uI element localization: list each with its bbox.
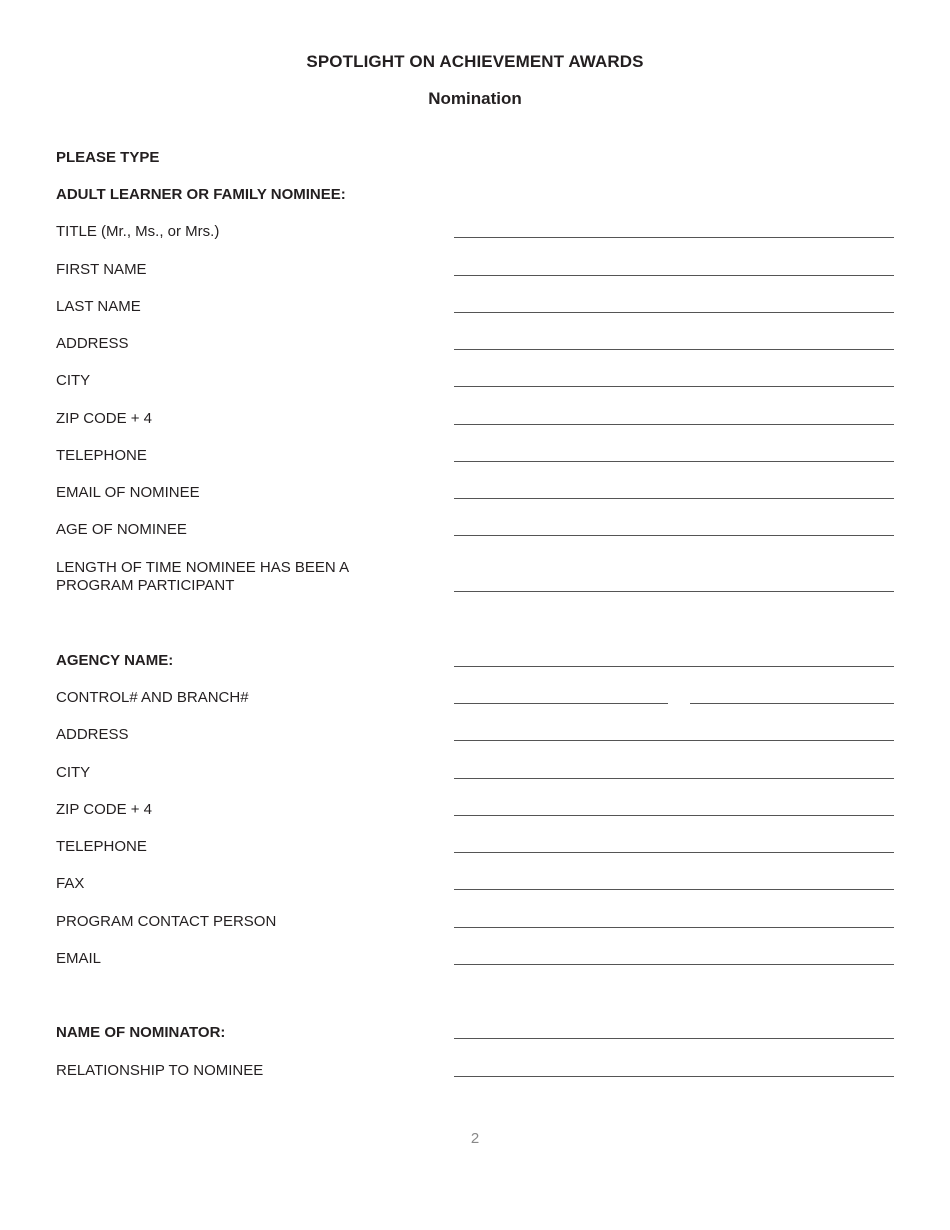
- contact-person-label: PROGRAM CONTACT PERSON: [56, 913, 277, 930]
- first-name-field[interactable]: [454, 275, 894, 276]
- nominee-section-heading: ADULT LEARNER OR FAMILY NOMINEE:: [56, 186, 346, 203]
- agency-address-field[interactable]: [454, 740, 894, 741]
- instructions-label: PLEASE TYPE: [56, 149, 160, 166]
- agency-name-field[interactable]: [454, 666, 894, 667]
- first-name-label: FIRST NAME: [56, 261, 147, 278]
- nominee-zip-field[interactable]: [454, 424, 894, 425]
- nominator-name-label: NAME OF NOMINATOR:: [56, 1024, 226, 1041]
- title-field[interactable]: [454, 237, 894, 238]
- contact-person-field[interactable]: [454, 927, 894, 928]
- last-name-field[interactable]: [454, 312, 894, 313]
- nominee-email-label: EMAIL OF NOMINEE: [56, 484, 200, 501]
- agency-telephone-label: TELEPHONE: [56, 838, 147, 855]
- nominee-telephone-field[interactable]: [454, 461, 894, 462]
- agency-email-label: EMAIL: [56, 950, 102, 967]
- agency-fax-field[interactable]: [454, 889, 894, 890]
- relationship-field[interactable]: [454, 1076, 894, 1077]
- participation-length-field[interactable]: [454, 591, 894, 592]
- nominee-age-label: AGE OF NOMINEE: [56, 521, 187, 538]
- agency-fax-label: FAX: [56, 875, 85, 892]
- branch-number-field[interactable]: [690, 703, 894, 704]
- nominee-city-label: CITY: [56, 372, 91, 389]
- agency-zip-field[interactable]: [454, 815, 894, 816]
- agency-zip-label: ZIP CODE + 4: [56, 801, 153, 818]
- control-branch-label: CONTROL# AND BRANCH#: [56, 689, 249, 706]
- nominee-telephone-label: TELEPHONE: [56, 447, 147, 464]
- agency-name-label: AGENCY NAME:: [56, 652, 174, 669]
- form-subtitle: Nomination: [428, 89, 522, 108]
- title-label: TITLE (Mr., Ms., or Mrs.): [56, 223, 220, 240]
- control-number-field[interactable]: [454, 703, 668, 704]
- nominee-zip-label: ZIP CODE + 4: [56, 410, 153, 427]
- participation-length-label-line1: LENGTH OF TIME NOMINEE HAS BEEN A: [56, 559, 350, 576]
- last-name-label: LAST NAME: [56, 298, 141, 315]
- agency-city-field[interactable]: [454, 778, 894, 779]
- relationship-label: RELATIONSHIP TO NOMINEE: [56, 1062, 264, 1079]
- nominee-address-field[interactable]: [454, 349, 894, 350]
- agency-telephone-field[interactable]: [454, 852, 894, 853]
- nominee-city-field[interactable]: [454, 386, 894, 387]
- nominee-email-field[interactable]: [454, 498, 894, 499]
- agency-city-label: CITY: [56, 764, 91, 781]
- nominee-address-label: ADDRESS: [56, 335, 129, 352]
- page-number: 2: [470, 1130, 480, 1147]
- participation-length-label-line2: PROGRAM PARTICIPANT: [56, 577, 235, 594]
- agency-address-label: ADDRESS: [56, 726, 129, 743]
- nominator-name-field[interactable]: [454, 1038, 894, 1039]
- nominee-age-field[interactable]: [454, 535, 894, 536]
- form-title: SPOTLIGHT ON ACHIEVEMENT AWARDS: [306, 52, 644, 71]
- agency-email-field[interactable]: [454, 964, 894, 965]
